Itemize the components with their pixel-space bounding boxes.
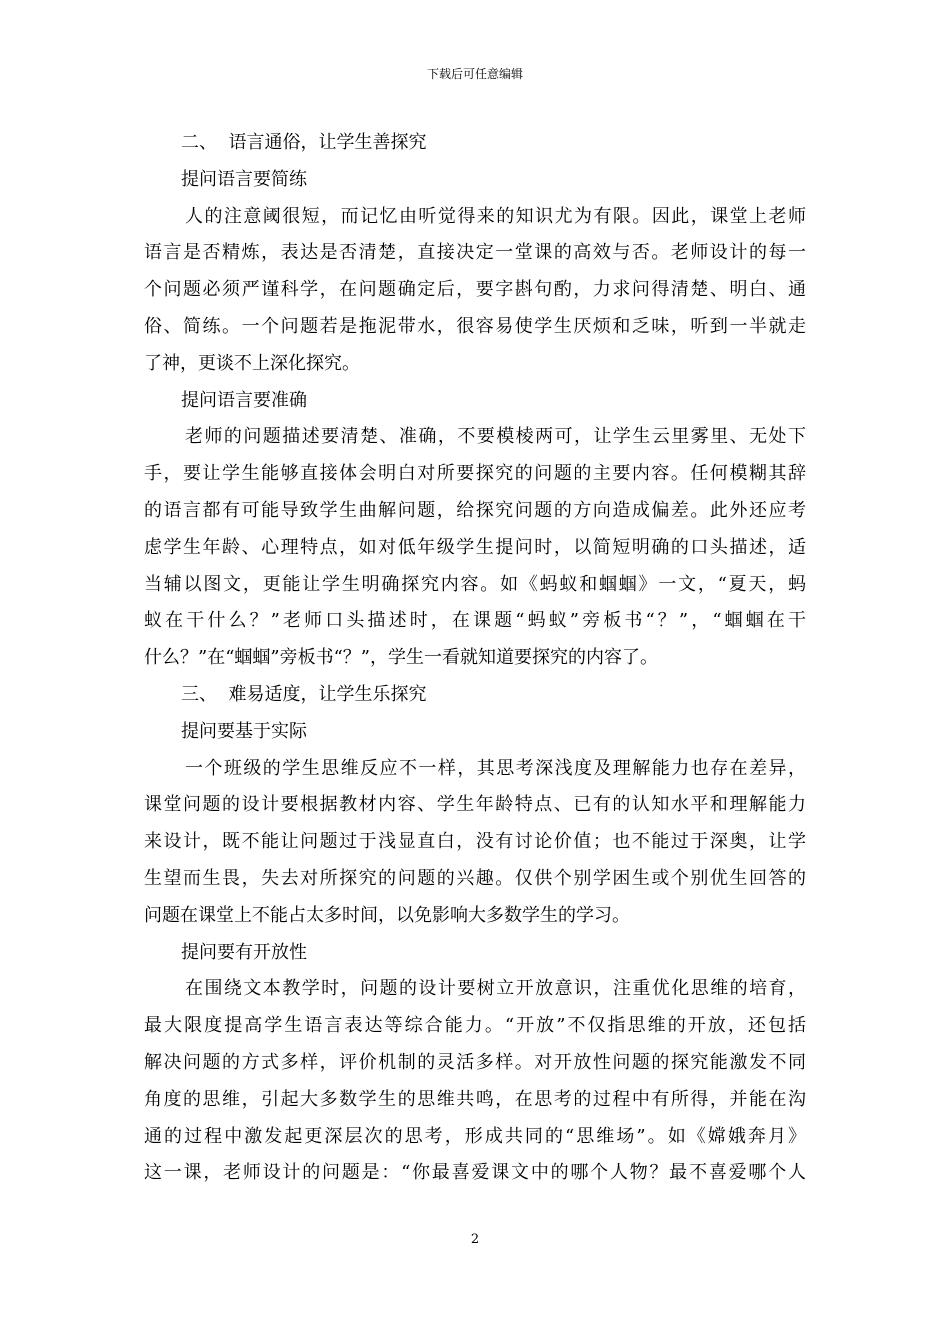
subheading-accurate: 提问语言要准确: [181, 389, 307, 411]
paragraph-line: 俗、简练。一个问题若是拖泥带水，很容易使学生厌烦和乏味，听到一半就走: [144, 315, 806, 337]
paragraph-line: 角度的思维，引起大多数学生的思维共鸣，在思考的过程中有所得，并能在沟: [144, 1088, 806, 1110]
paragraph-line: 最大限度提高学生语言表达等综合能力。“开放”不仅指思维的开放，还包括: [144, 1015, 806, 1037]
paragraph-line: 来设计，既不能让问题过于浅显直白，没有讨论价值；也不能过于深奥，让学: [144, 831, 806, 853]
paragraph-line: 这一课，老师设计的问题是：“你最喜爱课文中的哪个人物？最不喜爱哪个人: [144, 1162, 806, 1184]
paragraph-line: 当辅以图文，更能让学生明确探究内容。如《蚂蚁和蝈蝈》一文，“夏天，蚂: [144, 573, 806, 595]
paragraph-line: 语言是否精炼，表达是否清楚，直接决定一堂课的高效与否。老师设计的每一: [144, 242, 806, 264]
paragraph-concise: [144, 199, 806, 383]
paragraph-line: 人的注意阈很短，而记忆由听觉得来的知识尤为有限。因此，课堂上老师: [185, 205, 806, 227]
paragraph-line: 的语言都有可能导致学生曲解问题，给探究问题的方向造成偏差。此外还应考: [144, 499, 806, 521]
paragraph-practical: [144, 751, 806, 935]
paragraph-line: 问题在课堂上不能占太多时间，以免影响大多数学生的学习。: [144, 904, 630, 926]
paragraph-line: 解决问题的方式多样，评价机制的灵活多样。对开放性问题的探究能激发不同: [144, 1051, 806, 1073]
paragraph-line: 了神，更谈不上深化探究。: [144, 352, 360, 374]
subheading-open: 提问要有开放性: [181, 941, 307, 963]
paragraph-line: 什么？”在“蝈蝈”旁板书“？”，学生一看就知道要探究的内容了。: [144, 647, 659, 669]
paragraph-accurate: [144, 419, 806, 677]
section-heading-2: 二、 语言通俗，让学生善探究: [181, 132, 427, 153]
paragraph-line: 虑学生年龄、心理特点，如对低年级学生提问时，以简短明确的口头描述，适: [144, 536, 806, 558]
subheading-concise: 提问语言要简练: [181, 168, 307, 190]
section-heading-3: 三、 难易适度，让学生乐探究: [181, 683, 427, 705]
document-body: [144, 125, 806, 1192]
paragraph-line: 手，要让学生能够直接体会明白对所要探究的问题的主要内容。任何模糊其辞: [144, 463, 806, 485]
paragraph-line: 一个班级的学生思维反应不一样，其思考深浅度及理解能力也存在差异，: [185, 757, 806, 779]
paragraph-line: 个问题必须严谨科学，在问题确定后，要字斟句酌，力求问得清楚、明白、通: [144, 279, 806, 301]
paragraph-line: 生望而生畏，失去对所探究的问题的兴趣。仅供个别学困生或个别优生回答的: [144, 867, 806, 889]
paragraph-open: [144, 971, 806, 1192]
page-header: 下载后可任意编辑: [426, 67, 523, 81]
paragraph-line: 在围绕文本教学时，问题的设计要树立开放意识，注重优化思维的培育，: [185, 978, 806, 1000]
subheading-practical: 提问要基于实际: [181, 720, 307, 742]
paragraph-line: 老师的问题描述要清楚、准确，不要模棱两可，让学生云里雾里、无处下: [185, 426, 806, 448]
paragraph-line: 蚁在干什么？”老师口头描述时，在课题“蚂蚁”旁板书“？”，“蝈蝈在干: [144, 610, 806, 632]
paragraph-line: 课堂问题的设计要根据教材内容、学生年龄特点、已有的认知水平和理解能力: [144, 794, 806, 816]
page-number: 2: [470, 1232, 480, 1247]
paragraph-line: 通的过程中激发起更深层次的思考，形成共同的“思维场”。如《嫦娥奔月》: [144, 1125, 806, 1147]
